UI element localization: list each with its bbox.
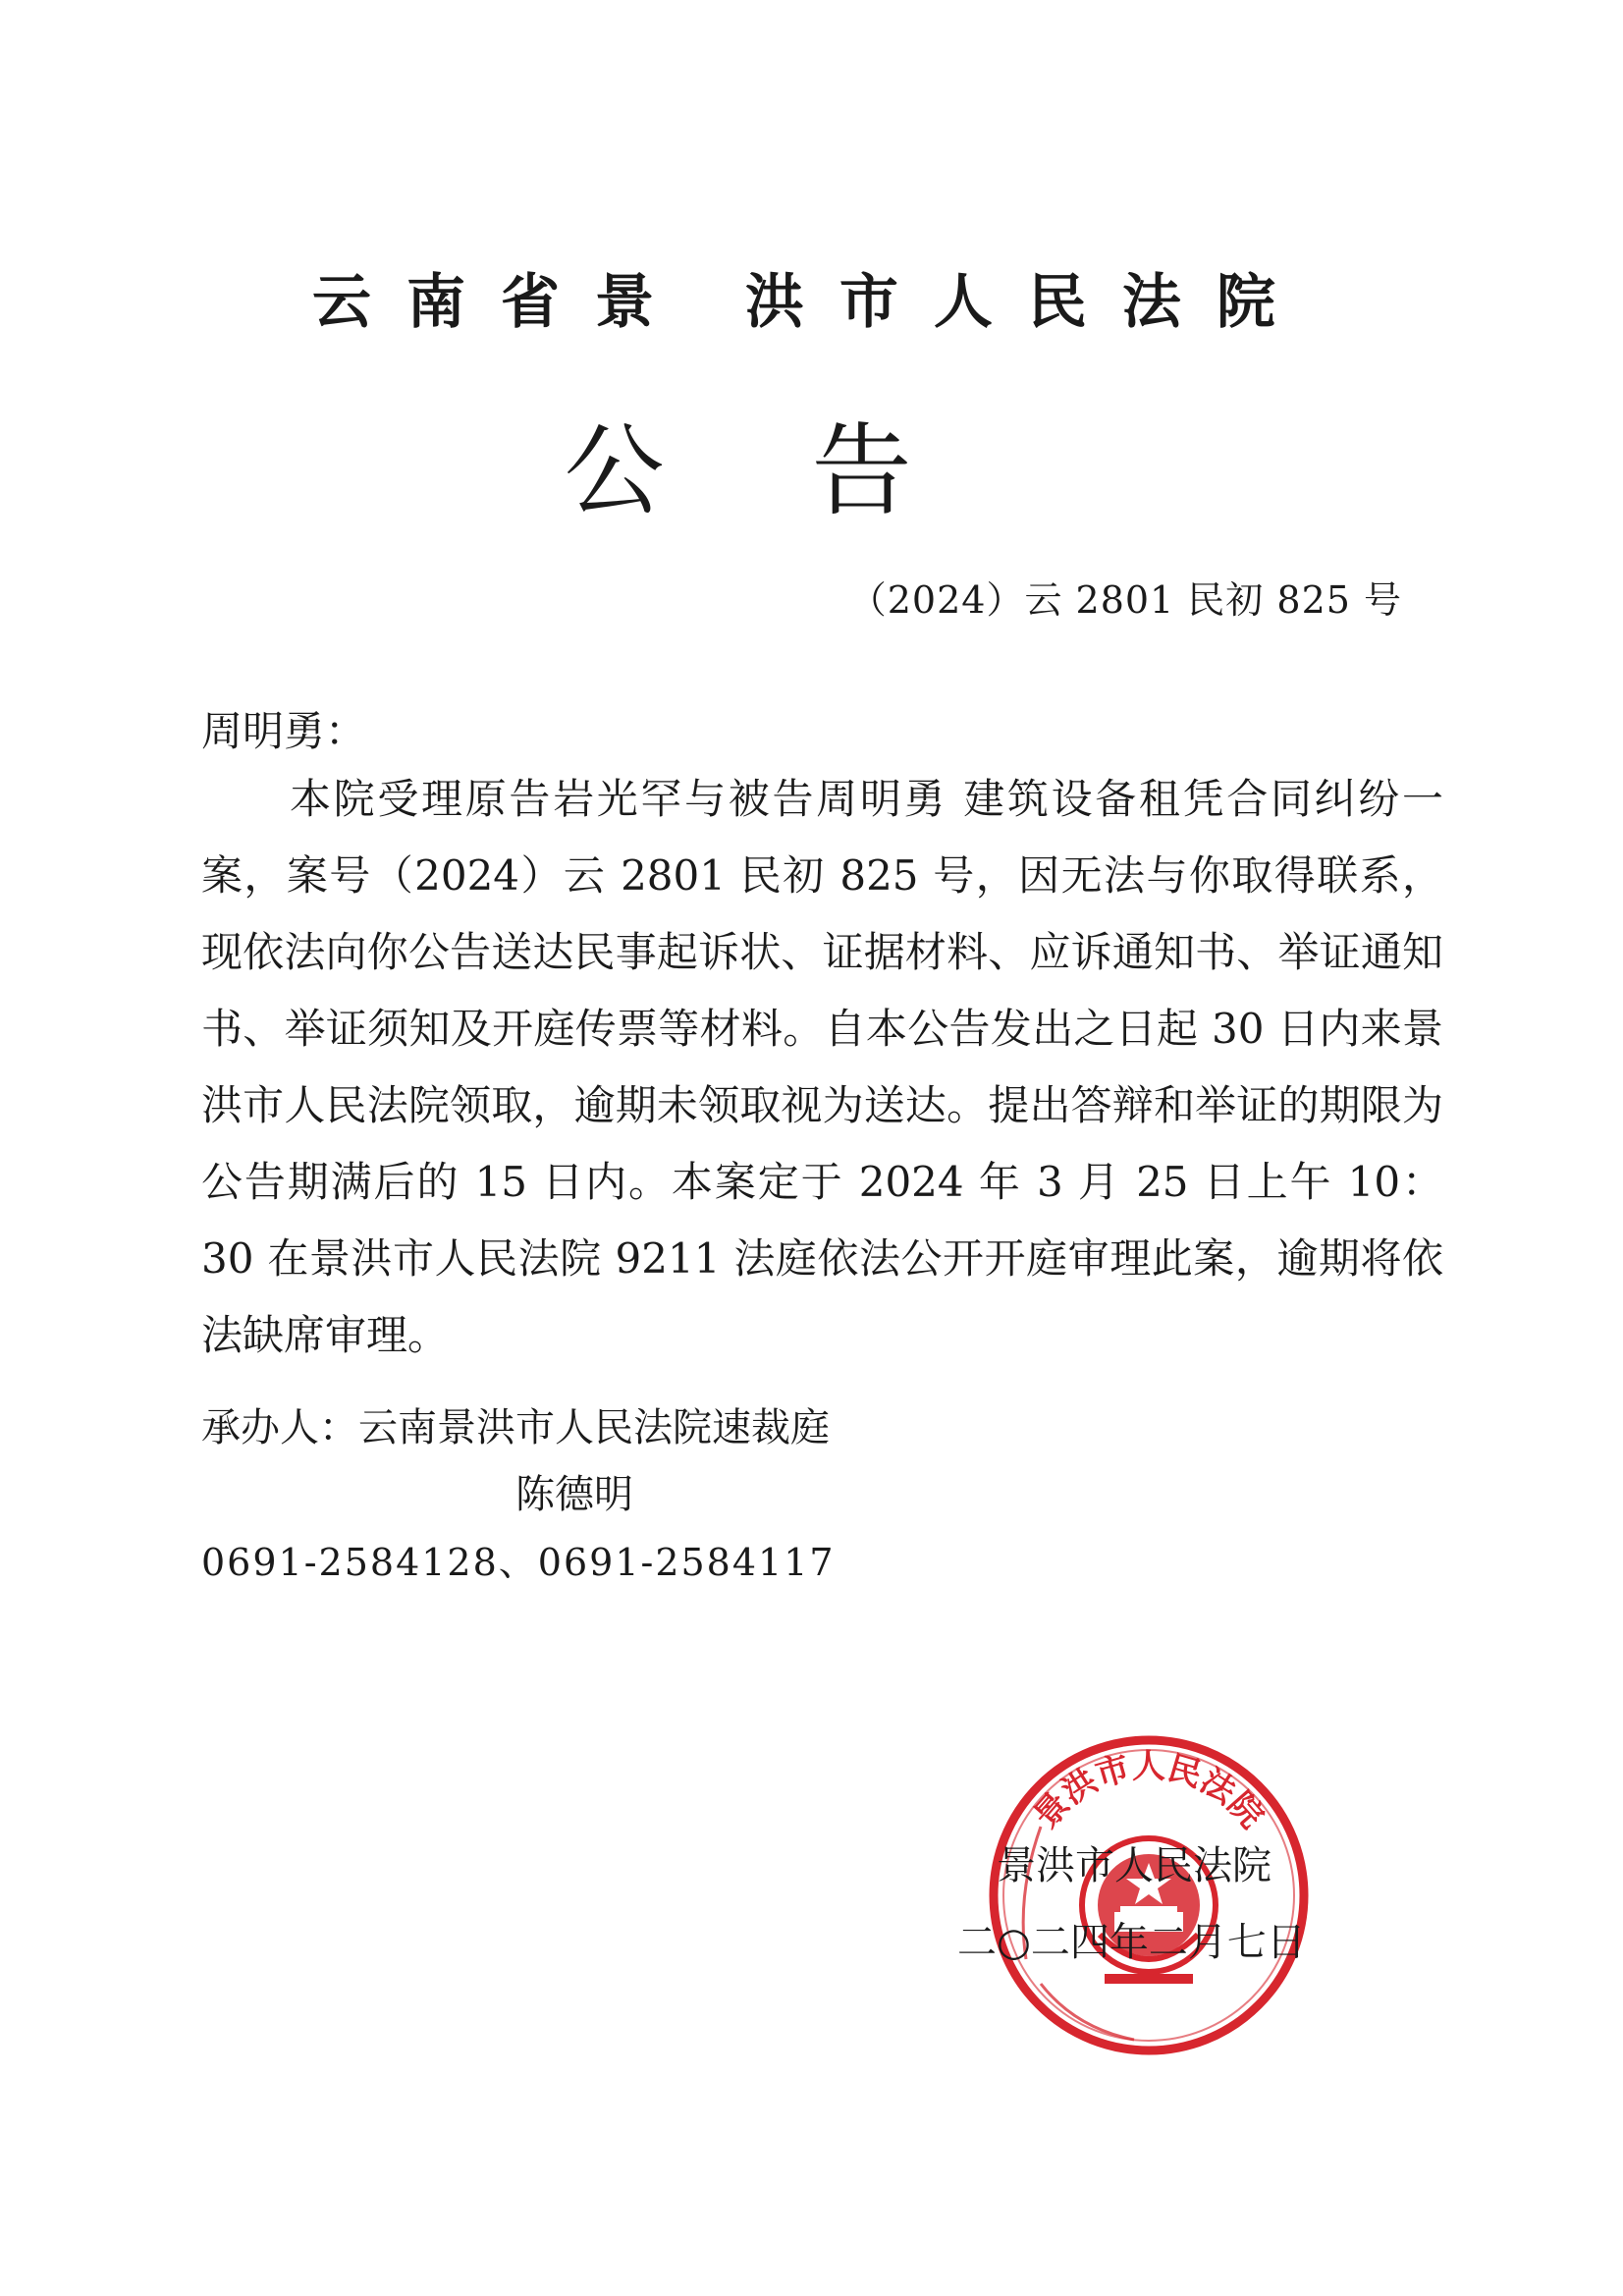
court-name-heading: 云南省景 洪市人民法院 (312, 268, 1311, 337)
addressee: 周明勇： (201, 707, 367, 755)
seal-arc-text (1026, 1747, 1271, 1836)
notice-title: 公告 (564, 413, 1059, 530)
case-number: （2024）云 2801 民初 825 号 (848, 578, 1402, 622)
signature-date: 二○二四年二月七日 (957, 1920, 1306, 1965)
signature-court: 景洪市人民法院 (997, 1843, 1271, 1888)
court-seal-icon (987, 1733, 1311, 2057)
notice-body: 本院受理原告岩光罕与被告周明勇 建筑设备租凭合同纠纷一案，案号（2024）云 2801 民初 825 号，因无法与你取得联系，现依法向你公告送达民事起诉状、证据材料、应诉通知书、举证通知书、举证须知及开庭传票等材料。自本公告发出之日起 30 日内来景洪市人民法院领取，逾期未领取视为送达。提出答辩和举证的期限为公告期满后的 15 日内。本案定于 2024 年 3 月 25 日上午 10：30 在景洪市人民法院 9211 法庭依法公开开庭审理此案，逾期将依法缺席审理。 (201, 775, 1443, 1359)
handler-line: 承办人：云南景洪市人民法院速裁庭 (201, 1405, 830, 1450)
handler-name: 陈德明 (515, 1472, 633, 1517)
seal-arc-textpath: 景洪市人民法院 (1026, 1747, 1271, 1836)
phone-numbers: 0691-2584128、0691-2584117 (201, 1541, 836, 1584)
